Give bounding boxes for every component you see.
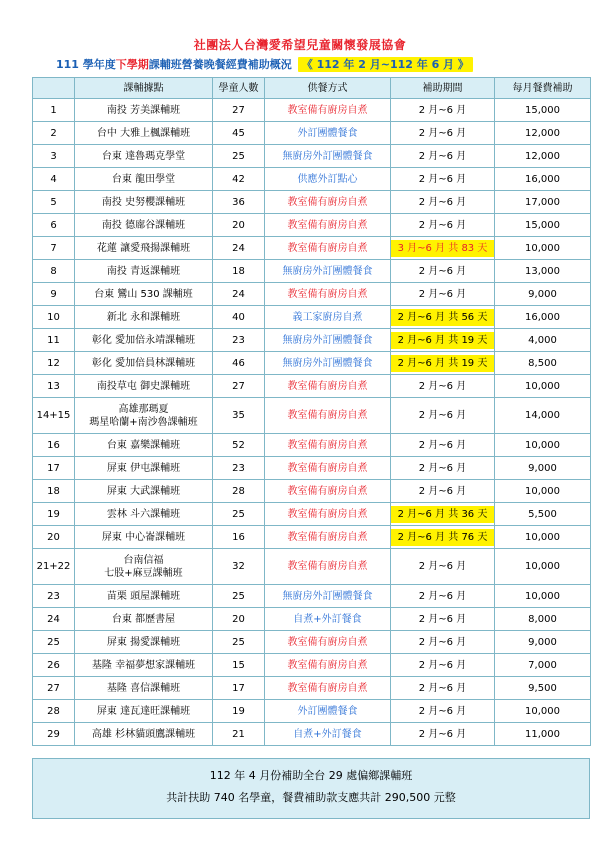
row-index: 2	[33, 122, 75, 145]
row-subsidy-period: 2 月~6 月	[391, 631, 495, 654]
period-highlight: 2 月~6 月 共 19 天	[391, 332, 494, 349]
row-student-count: 17	[213, 677, 265, 700]
row-site-line: 瑪星哈蘭+南沙魯課輔班	[89, 416, 198, 428]
row-index: 6	[33, 214, 75, 237]
row-meal-method: 教室備有廚房自煮	[265, 237, 391, 260]
row-subsidy-period: 2 月~6 月	[391, 214, 495, 237]
table-row	[33, 585, 591, 608]
summary-box	[32, 758, 590, 819]
header-subsidy-period: 補助期間	[391, 78, 495, 99]
row-index: 13	[33, 375, 75, 398]
row-monthly-subsidy: 10,000	[495, 549, 591, 585]
row-subsidy-period	[391, 237, 495, 260]
row-meal-method: 外訂團體餐食	[265, 122, 391, 145]
row-subsidy-period	[391, 352, 495, 375]
row-meal-method: 教室備有廚房自煮	[265, 191, 391, 214]
organization-title: 社團法人台灣愛希望兒童關懷發展協會	[193, 38, 407, 52]
row-monthly-subsidy: 10,000	[495, 700, 591, 723]
row-index: 12	[33, 352, 75, 375]
header-student-count: 學童人數	[213, 78, 265, 99]
row-monthly-subsidy: 16,000	[495, 168, 591, 191]
row-site	[75, 99, 213, 122]
summary-line-1: 112 年 4 月份補助全台 29 處偏鄉課輔班	[209, 769, 413, 782]
row-site-line: 新北 永和課輔班	[106, 311, 181, 323]
row-site	[75, 434, 213, 457]
row-student-count: 18	[213, 260, 265, 283]
row-site	[75, 352, 213, 375]
row-site-line: 南投 芳美課輔班	[106, 104, 181, 116]
row-site-line: 高雄那瑪夏	[118, 403, 169, 415]
row-meal-method: 教室備有廚房自煮	[265, 480, 391, 503]
row-site	[75, 654, 213, 677]
row-monthly-subsidy: 16,000	[495, 306, 591, 329]
row-subsidy-period: 2 月~6 月	[391, 434, 495, 457]
row-monthly-subsidy: 10,000	[495, 526, 591, 549]
row-site	[75, 608, 213, 631]
row-subsidy-period: 2 月~6 月	[391, 608, 495, 631]
row-site-line: 屏東 中心崙課輔班	[101, 531, 186, 543]
row-meal-method: 外訂團體餐食	[265, 700, 391, 723]
table-row	[33, 145, 591, 168]
row-meal-method: 無廚房外訂團體餐食	[265, 585, 391, 608]
header-index	[33, 78, 75, 99]
row-site	[75, 723, 213, 746]
row-monthly-subsidy: 10,000	[495, 237, 591, 260]
row-student-count: 27	[213, 375, 265, 398]
row-student-count: 24	[213, 283, 265, 306]
row-site-line: 屏東 達瓦達旺課輔班	[96, 705, 191, 717]
row-meal-method: 無廚房外訂團體餐食	[265, 329, 391, 352]
row-site	[75, 145, 213, 168]
row-meal-method: 教室備有廚房自煮	[265, 375, 391, 398]
report-subtitle	[56, 56, 576, 74]
row-subsidy-period	[391, 526, 495, 549]
row-site	[75, 122, 213, 145]
row-student-count: 25	[213, 503, 265, 526]
row-site-line: 苗栗 頭屋課輔班	[106, 590, 181, 602]
row-student-count: 28	[213, 480, 265, 503]
period-highlight: 2 月~6 月 共 19 天	[391, 355, 494, 372]
row-subsidy-period: 2 月~6 月	[391, 480, 495, 503]
row-site-line: 南投 史努櫻課輔班	[101, 196, 186, 208]
table-row	[33, 260, 591, 283]
subtitle-period: 《 112 年 2 月~112 年 6 月 》	[298, 57, 473, 72]
row-meal-method: 教室備有廚房自煮	[265, 654, 391, 677]
row-meal-method: 教室備有廚房自煮	[265, 99, 391, 122]
table-row	[33, 700, 591, 723]
period-highlight: 3 月~6 月 共 83 天	[391, 240, 494, 257]
row-index: 10	[33, 306, 75, 329]
row-meal-method: 義工家廚房自煮	[265, 306, 391, 329]
row-meal-method: 教室備有廚房自煮	[265, 549, 391, 585]
row-subsidy-period	[391, 306, 495, 329]
row-meal-method: 教室備有廚房自煮	[265, 631, 391, 654]
subtitle-year: 111 學年度	[56, 58, 116, 71]
row-index: 9	[33, 283, 75, 306]
row-student-count: 21	[213, 723, 265, 746]
row-site	[75, 457, 213, 480]
row-subsidy-period: 2 月~6 月	[391, 700, 495, 723]
row-meal-method: 教室備有廚房自煮	[265, 503, 391, 526]
row-site	[75, 237, 213, 260]
row-student-count: 25	[213, 585, 265, 608]
table-row	[33, 398, 591, 434]
row-subsidy-period: 2 月~6 月	[391, 654, 495, 677]
row-student-count: 20	[213, 608, 265, 631]
row-meal-method: 供應外訂點心	[265, 168, 391, 191]
row-site	[75, 306, 213, 329]
row-index: 7	[33, 237, 75, 260]
row-site	[75, 480, 213, 503]
table-row	[33, 283, 591, 306]
row-monthly-subsidy: 12,000	[495, 145, 591, 168]
row-index: 29	[33, 723, 75, 746]
row-monthly-subsidy: 8,500	[495, 352, 591, 375]
table-row	[33, 723, 591, 746]
row-site	[75, 526, 213, 549]
row-monthly-subsidy: 9,000	[495, 283, 591, 306]
row-site	[75, 191, 213, 214]
table-row	[33, 329, 591, 352]
row-site-line: 台東 龍田學堂	[111, 173, 176, 185]
row-monthly-subsidy: 10,000	[495, 375, 591, 398]
summary-line-2: 共計扶助 740 名學童，餐費補助款支應共計 290,500 元整	[166, 791, 456, 804]
row-student-count: 16	[213, 526, 265, 549]
row-site	[75, 549, 213, 585]
row-monthly-subsidy: 10,000	[495, 434, 591, 457]
row-site-line: 台東 嘉樂課輔班	[106, 439, 181, 451]
row-site-line: 台東 鸞山 530 課輔班	[94, 288, 193, 300]
row-index: 5	[33, 191, 75, 214]
row-site-line: 基隆 喜信課輔班	[106, 682, 181, 694]
row-meal-method: 教室備有廚房自煮	[265, 526, 391, 549]
row-index: 20	[33, 526, 75, 549]
row-monthly-subsidy: 8,000	[495, 608, 591, 631]
row-site	[75, 585, 213, 608]
row-index: 18	[33, 480, 75, 503]
row-student-count: 24	[213, 237, 265, 260]
period-highlight: 2 月~6 月 共 76 天	[391, 529, 494, 546]
row-student-count: 40	[213, 306, 265, 329]
table-row	[33, 375, 591, 398]
row-monthly-subsidy: 11,000	[495, 723, 591, 746]
row-student-count: 35	[213, 398, 265, 434]
row-meal-method: 教室備有廚房自煮	[265, 434, 391, 457]
table-row	[33, 677, 591, 700]
row-site-line: 彰化 愛加倍員林課輔班	[91, 357, 196, 369]
row-subsidy-period: 2 月~6 月	[391, 457, 495, 480]
row-index: 3	[33, 145, 75, 168]
row-student-count: 52	[213, 434, 265, 457]
row-subsidy-period	[391, 503, 495, 526]
row-monthly-subsidy: 12,000	[495, 122, 591, 145]
row-meal-method: 自煮+外訂餐食	[265, 608, 391, 631]
row-site	[75, 503, 213, 526]
row-student-count: 45	[213, 122, 265, 145]
row-subsidy-period: 2 月~6 月	[391, 398, 495, 434]
row-site	[75, 375, 213, 398]
row-subsidy-period: 2 月~6 月	[391, 99, 495, 122]
row-index: 21+22	[33, 549, 75, 585]
table-row	[33, 480, 591, 503]
row-site	[75, 677, 213, 700]
row-site	[75, 283, 213, 306]
row-monthly-subsidy: 17,000	[495, 191, 591, 214]
row-meal-method: 無廚房外訂團體餐食	[265, 145, 391, 168]
row-index: 28	[33, 700, 75, 723]
row-monthly-subsidy: 14,000	[495, 398, 591, 434]
row-monthly-subsidy: 10,000	[495, 480, 591, 503]
row-subsidy-period: 2 月~6 月	[391, 549, 495, 585]
row-subsidy-period: 2 月~6 月	[391, 145, 495, 168]
row-subsidy-period: 2 月~6 月	[391, 375, 495, 398]
row-student-count: 19	[213, 700, 265, 723]
row-site-line: 台中 大雅上楓課輔班	[96, 127, 191, 139]
row-meal-method: 教室備有廚房自煮	[265, 677, 391, 700]
row-site-line: 屏東 大武課輔班	[106, 485, 181, 497]
row-index: 25	[33, 631, 75, 654]
period-highlight: 2 月~6 月 共 56 天	[391, 309, 494, 326]
row-student-count: 20	[213, 214, 265, 237]
row-subsidy-period: 2 月~6 月	[391, 168, 495, 191]
row-student-count: 42	[213, 168, 265, 191]
table-row	[33, 434, 591, 457]
row-index: 17	[33, 457, 75, 480]
table-row	[33, 352, 591, 375]
table-row	[33, 503, 591, 526]
row-site-line: 台南信福	[123, 554, 164, 566]
row-site-line: 台東 達魯瑪克學堂	[101, 150, 186, 162]
table-row	[33, 631, 591, 654]
table-header-row	[33, 78, 591, 99]
row-monthly-subsidy: 9,500	[495, 677, 591, 700]
header-meal-method: 供餐方式	[265, 78, 391, 99]
row-site-line: 屏東 伊屯課輔班	[106, 462, 181, 474]
period-highlight: 2 月~6 月 共 36 天	[391, 506, 494, 523]
table-row	[33, 168, 591, 191]
row-meal-method: 教室備有廚房自煮	[265, 457, 391, 480]
row-monthly-subsidy: 15,000	[495, 99, 591, 122]
row-index: 1	[33, 99, 75, 122]
table-row	[33, 549, 591, 585]
row-meal-method: 教室備有廚房自煮	[265, 398, 391, 434]
row-meal-method: 無廚房外訂團體餐食	[265, 352, 391, 375]
row-site	[75, 631, 213, 654]
row-meal-method: 無廚房外訂團體餐食	[265, 260, 391, 283]
row-student-count: 27	[213, 99, 265, 122]
row-index: 27	[33, 677, 75, 700]
header-monthly-subsidy: 每月餐費補助	[495, 78, 591, 99]
row-index: 19	[33, 503, 75, 526]
row-student-count: 46	[213, 352, 265, 375]
table-row	[33, 237, 591, 260]
row-site	[75, 398, 213, 434]
row-index: 11	[33, 329, 75, 352]
row-student-count: 25	[213, 145, 265, 168]
table-row	[33, 191, 591, 214]
row-site-line: 屏東 揚愛課輔班	[106, 636, 181, 648]
row-student-count: 36	[213, 191, 265, 214]
row-meal-method: 教室備有廚房自煮	[265, 214, 391, 237]
row-monthly-subsidy: 7,000	[495, 654, 591, 677]
row-site	[75, 168, 213, 191]
row-subsidy-period: 2 月~6 月	[391, 283, 495, 306]
row-site	[75, 260, 213, 283]
row-index: 24	[33, 608, 75, 631]
table-row	[33, 457, 591, 480]
row-site	[75, 329, 213, 352]
row-site-line: 高雄 杉林貓頭鷹課輔班	[91, 728, 196, 740]
row-index: 14+15	[33, 398, 75, 434]
row-subsidy-period: 2 月~6 月	[391, 677, 495, 700]
row-monthly-subsidy: 10,000	[495, 585, 591, 608]
row-meal-method: 自煮+外訂餐食	[265, 723, 391, 746]
table-row	[33, 654, 591, 677]
row-monthly-subsidy: 4,000	[495, 329, 591, 352]
row-index: 26	[33, 654, 75, 677]
row-subsidy-period: 2 月~6 月	[391, 191, 495, 214]
row-subsidy-period: 2 月~6 月	[391, 122, 495, 145]
table-row	[33, 608, 591, 631]
table-row	[33, 306, 591, 329]
header-site: 課輔據點	[75, 78, 213, 99]
row-site-line: 雲林 斗六課輔班	[106, 508, 181, 520]
row-index: 8	[33, 260, 75, 283]
row-site-line: 台東 都歷書屋	[111, 613, 176, 625]
row-site-line: 基隆 幸福夢想家課輔班	[91, 659, 196, 671]
row-index: 4	[33, 168, 75, 191]
row-monthly-subsidy: 13,000	[495, 260, 591, 283]
row-site	[75, 700, 213, 723]
subtitle-semester: 下學期	[115, 58, 149, 71]
row-monthly-subsidy: 9,000	[495, 457, 591, 480]
row-site-line: 七股+麻豆課輔班	[104, 567, 183, 579]
table-row	[33, 526, 591, 549]
table-row	[33, 214, 591, 237]
row-monthly-subsidy: 5,500	[495, 503, 591, 526]
row-index: 16	[33, 434, 75, 457]
table-row	[33, 99, 591, 122]
subsidy-table	[32, 77, 591, 746]
subtitle-description: 課輔班營養晚餐經費補助概況	[148, 58, 292, 71]
row-student-count: 23	[213, 457, 265, 480]
row-student-count: 23	[213, 329, 265, 352]
row-site-line: 南投 德廍谷課輔班	[101, 219, 186, 231]
row-site-line: 南投草屯 御史課輔班	[96, 380, 191, 392]
row-subsidy-period: 2 月~6 月	[391, 723, 495, 746]
row-index: 23	[33, 585, 75, 608]
table-row	[33, 122, 591, 145]
row-monthly-subsidy: 9,000	[495, 631, 591, 654]
row-subsidy-period: 2 月~6 月	[391, 260, 495, 283]
row-meal-method: 教室備有廚房自煮	[265, 283, 391, 306]
row-site-line: 南投 青返課輔班	[106, 265, 181, 277]
row-subsidy-period: 2 月~6 月	[391, 585, 495, 608]
row-student-count: 15	[213, 654, 265, 677]
row-site	[75, 214, 213, 237]
row-site-line: 彰化 愛加倍永靖課輔班	[91, 334, 196, 346]
row-student-count: 25	[213, 631, 265, 654]
row-subsidy-period	[391, 329, 495, 352]
row-student-count: 32	[213, 549, 265, 585]
row-site-line: 花蓮 讓愛飛揚課輔班	[96, 242, 191, 254]
row-monthly-subsidy: 15,000	[495, 214, 591, 237]
